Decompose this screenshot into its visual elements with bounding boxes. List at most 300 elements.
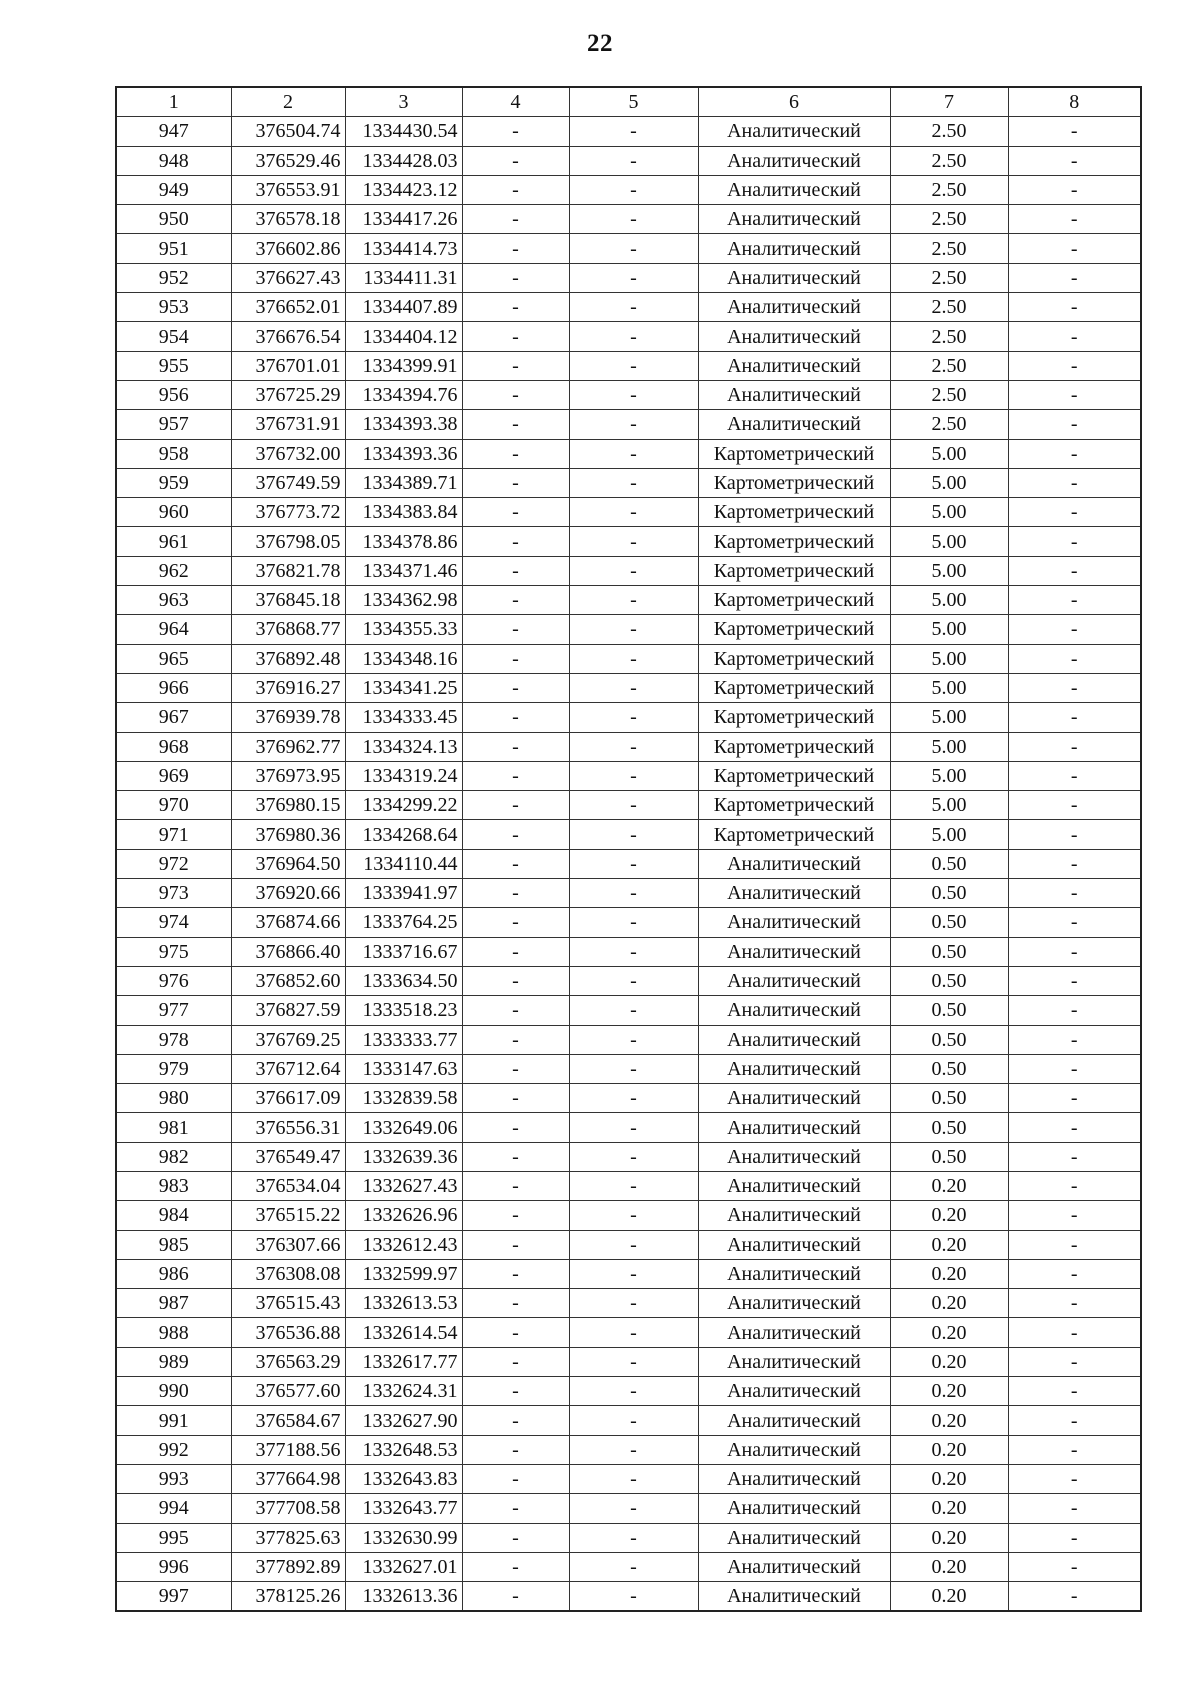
table-cell: 1334399.91 xyxy=(345,351,462,380)
table-cell: 5.00 xyxy=(890,468,1008,497)
table-cell: 1334333.45 xyxy=(345,703,462,732)
table-cell: - xyxy=(1008,1582,1141,1612)
table-cell: Аналитический xyxy=(698,1464,890,1493)
column-header: 3 xyxy=(345,87,462,117)
table-cell: - xyxy=(1008,205,1141,234)
table-cell: - xyxy=(1008,1025,1141,1054)
table-cell: 0.20 xyxy=(890,1259,1008,1288)
column-header: 4 xyxy=(462,87,569,117)
table-cell: 0.20 xyxy=(890,1464,1008,1493)
column-header: 7 xyxy=(890,87,1008,117)
table-cell: Аналитический xyxy=(698,996,890,1025)
table-cell: 0.50 xyxy=(890,1142,1008,1171)
table-cell: - xyxy=(1008,234,1141,263)
table-cell: Аналитический xyxy=(698,1289,890,1318)
table-cell: Картометрический xyxy=(698,586,890,615)
table-cell: - xyxy=(462,1084,569,1113)
table-cell: - xyxy=(569,234,698,263)
table-cell: 376676.54 xyxy=(231,322,345,351)
table-cell: - xyxy=(1008,293,1141,322)
table-cell: - xyxy=(569,1464,698,1493)
table-cell: - xyxy=(569,1230,698,1259)
table-cell: 0.20 xyxy=(890,1582,1008,1612)
table-cell: 1334371.46 xyxy=(345,556,462,585)
table-cell: 1334394.76 xyxy=(345,380,462,409)
table-cell: 1334414.73 xyxy=(345,234,462,263)
table-row xyxy=(116,439,1141,468)
table-cell: 995 xyxy=(116,1523,231,1552)
table-cell: 376773.72 xyxy=(231,498,345,527)
table-cell: Аналитический xyxy=(698,410,890,439)
table-cell: - xyxy=(569,732,698,761)
table-cell: 377664.98 xyxy=(231,1464,345,1493)
table-cell: 961 xyxy=(116,527,231,556)
table-cell: - xyxy=(462,996,569,1025)
table-cell: - xyxy=(462,322,569,351)
table-row xyxy=(116,556,1141,585)
table-cell: Аналитический xyxy=(698,1230,890,1259)
table-cell: 5.00 xyxy=(890,761,1008,790)
table-cell: 991 xyxy=(116,1406,231,1435)
table-cell: Аналитический xyxy=(698,1523,890,1552)
table-cell: 376529.46 xyxy=(231,146,345,175)
table-cell: 377892.89 xyxy=(231,1552,345,1581)
table-cell: 377708.58 xyxy=(231,1494,345,1523)
table-cell: 1332649.06 xyxy=(345,1113,462,1142)
table-cell: - xyxy=(462,117,569,146)
table-cell: - xyxy=(1008,1201,1141,1230)
table-cell: 2.50 xyxy=(890,117,1008,146)
table-cell: 960 xyxy=(116,498,231,527)
table-cell: 0.50 xyxy=(890,1113,1008,1142)
table-cell: 948 xyxy=(116,146,231,175)
table-cell: 376973.95 xyxy=(231,761,345,790)
table-cell: 0.20 xyxy=(890,1552,1008,1581)
table-row xyxy=(116,1201,1141,1230)
table-cell: Картометрический xyxy=(698,527,890,556)
table-cell: 1333716.67 xyxy=(345,937,462,966)
table-row xyxy=(116,1377,1141,1406)
table-cell: - xyxy=(462,1230,569,1259)
table-row xyxy=(116,498,1141,527)
table-cell: Картометрический xyxy=(698,556,890,585)
table-row xyxy=(116,468,1141,497)
table-cell: Аналитический xyxy=(698,293,890,322)
table-cell: Аналитический xyxy=(698,1318,890,1347)
table-row xyxy=(116,1318,1141,1347)
table-cell: 1334378.86 xyxy=(345,527,462,556)
table-cell: - xyxy=(1008,908,1141,937)
table-cell: 1332614.54 xyxy=(345,1318,462,1347)
table-cell: - xyxy=(569,996,698,1025)
table-cell: 5.00 xyxy=(890,703,1008,732)
table-cell: - xyxy=(462,820,569,849)
table-cell: - xyxy=(569,586,698,615)
table-cell: 1334428.03 xyxy=(345,146,462,175)
table-cell: 376504.74 xyxy=(231,117,345,146)
table-cell: - xyxy=(462,1523,569,1552)
page-number: 22 xyxy=(587,30,613,57)
table-cell: - xyxy=(462,468,569,497)
table-cell: 377825.63 xyxy=(231,1523,345,1552)
table-cell: 376578.18 xyxy=(231,205,345,234)
table-cell: - xyxy=(569,1582,698,1612)
table-cell: 5.00 xyxy=(890,791,1008,820)
table-cell: 955 xyxy=(116,351,231,380)
table-row xyxy=(116,996,1141,1025)
table-cell: 2.50 xyxy=(890,293,1008,322)
table-cell: 1334417.26 xyxy=(345,205,462,234)
table-cell: 0.50 xyxy=(890,966,1008,995)
table-cell: - xyxy=(462,175,569,204)
table-cell: - xyxy=(1008,117,1141,146)
table-cell: - xyxy=(462,1494,569,1523)
table-cell: - xyxy=(462,205,569,234)
table-cell: - xyxy=(462,1582,569,1612)
table-cell: - xyxy=(1008,263,1141,292)
table-cell: 979 xyxy=(116,1054,231,1083)
table-cell: - xyxy=(569,175,698,204)
table-cell: 980 xyxy=(116,1084,231,1113)
table-cell: - xyxy=(1008,966,1141,995)
table-row xyxy=(116,1582,1141,1612)
table-cell: 2.50 xyxy=(890,205,1008,234)
table-cell: Аналитический xyxy=(698,1142,890,1171)
table-cell: 376964.50 xyxy=(231,849,345,878)
table-cell: 993 xyxy=(116,1464,231,1493)
table-cell: - xyxy=(569,117,698,146)
table-cell: 376617.09 xyxy=(231,1084,345,1113)
table-cell: 1332648.53 xyxy=(345,1435,462,1464)
table-cell: - xyxy=(569,1113,698,1142)
table-cell: - xyxy=(569,1259,698,1288)
table-cell: - xyxy=(569,1025,698,1054)
table-cell: - xyxy=(569,1318,698,1347)
table-cell: - xyxy=(462,1171,569,1200)
table-cell: 1332639.36 xyxy=(345,1142,462,1171)
table-cell: 992 xyxy=(116,1435,231,1464)
table-cell: - xyxy=(1008,1230,1141,1259)
table-cell: - xyxy=(1008,615,1141,644)
table-cell: Аналитический xyxy=(698,263,890,292)
table-row xyxy=(116,1552,1141,1581)
table-cell: 0.20 xyxy=(890,1523,1008,1552)
table-cell: 0.50 xyxy=(890,937,1008,966)
table-cell: 1334341.25 xyxy=(345,673,462,702)
table-cell: - xyxy=(462,556,569,585)
table-cell: - xyxy=(1008,556,1141,585)
table-row xyxy=(116,761,1141,790)
table-row xyxy=(116,615,1141,644)
table-cell: - xyxy=(569,908,698,937)
table-cell: 376866.40 xyxy=(231,937,345,966)
table-cell: Аналитический xyxy=(698,1025,890,1054)
table-row xyxy=(116,1025,1141,1054)
table-cell: 1334407.89 xyxy=(345,293,462,322)
table-row xyxy=(116,732,1141,761)
table-cell: 947 xyxy=(116,117,231,146)
table-cell: - xyxy=(462,644,569,673)
table-row xyxy=(116,146,1141,175)
table-cell: 1332627.01 xyxy=(345,1552,462,1581)
table-cell: 376308.08 xyxy=(231,1259,345,1288)
table-cell: Картометрический xyxy=(698,820,890,849)
table-cell: - xyxy=(569,263,698,292)
table-cell: - xyxy=(569,1347,698,1376)
table-cell: 376845.18 xyxy=(231,586,345,615)
table-cell: - xyxy=(1008,791,1141,820)
table-cell: - xyxy=(462,586,569,615)
table-cell: - xyxy=(1008,322,1141,351)
table-cell: 976 xyxy=(116,966,231,995)
table-cell: - xyxy=(569,1171,698,1200)
table-cell: - xyxy=(462,703,569,732)
table-cell: - xyxy=(569,146,698,175)
table-cell: 952 xyxy=(116,263,231,292)
table-cell: 1334268.64 xyxy=(345,820,462,849)
table-cell: 5.00 xyxy=(890,527,1008,556)
table-cell: 0.20 xyxy=(890,1318,1008,1347)
table-cell: 987 xyxy=(116,1289,231,1318)
table-cell: - xyxy=(569,673,698,702)
table-cell: - xyxy=(569,380,698,409)
table-row xyxy=(116,879,1141,908)
table-cell: - xyxy=(462,234,569,263)
table-cell: - xyxy=(569,1494,698,1523)
table-row xyxy=(116,966,1141,995)
table-cell: 962 xyxy=(116,556,231,585)
table-cell: - xyxy=(462,1435,569,1464)
table-cell: - xyxy=(1008,527,1141,556)
table-cell: 5.00 xyxy=(890,615,1008,644)
table-cell: Аналитический xyxy=(698,146,890,175)
table-cell: 1332643.83 xyxy=(345,1464,462,1493)
table-cell: - xyxy=(569,410,698,439)
column-header: 5 xyxy=(569,87,698,117)
table-cell: 376725.29 xyxy=(231,380,345,409)
table-row xyxy=(116,175,1141,204)
table-cell: 5.00 xyxy=(890,820,1008,849)
table-cell: 2.50 xyxy=(890,263,1008,292)
table-cell: 1334362.98 xyxy=(345,586,462,615)
table-cell: - xyxy=(569,205,698,234)
table-cell: 1332613.53 xyxy=(345,1289,462,1318)
table-row xyxy=(116,293,1141,322)
table-cell: 5.00 xyxy=(890,586,1008,615)
table-row xyxy=(116,380,1141,409)
table-row xyxy=(116,1464,1141,1493)
table-cell: 954 xyxy=(116,322,231,351)
table-cell: 0.20 xyxy=(890,1289,1008,1318)
table-cell: 1334110.44 xyxy=(345,849,462,878)
table-row xyxy=(116,908,1141,937)
table-cell: - xyxy=(462,908,569,937)
table-cell: 2.50 xyxy=(890,351,1008,380)
table-cell: - xyxy=(1008,879,1141,908)
table-cell: 376892.48 xyxy=(231,644,345,673)
table-cell: - xyxy=(1008,820,1141,849)
table-cell: 966 xyxy=(116,673,231,702)
table-cell: 5.00 xyxy=(890,732,1008,761)
table-cell: - xyxy=(1008,1464,1141,1493)
table-cell: Аналитический xyxy=(698,849,890,878)
table-cell: 1332627.90 xyxy=(345,1406,462,1435)
table-cell: 376602.86 xyxy=(231,234,345,263)
table-cell: Аналитический xyxy=(698,1259,890,1288)
table-cell: - xyxy=(1008,1142,1141,1171)
table-row xyxy=(116,1406,1141,1435)
table-cell: 376980.15 xyxy=(231,791,345,820)
table-cell: 376563.29 xyxy=(231,1347,345,1376)
table-cell: - xyxy=(569,703,698,732)
table-cell: 957 xyxy=(116,410,231,439)
table-cell: 1332626.96 xyxy=(345,1201,462,1230)
table-cell: - xyxy=(1008,1113,1141,1142)
table-row xyxy=(116,586,1141,615)
table-cell: - xyxy=(569,1054,698,1083)
table-cell: - xyxy=(569,1523,698,1552)
table-row xyxy=(116,937,1141,966)
table-row xyxy=(116,791,1141,820)
table-cell: 376536.88 xyxy=(231,1318,345,1347)
table-cell: - xyxy=(1008,996,1141,1025)
table-cell: 970 xyxy=(116,791,231,820)
table-cell: - xyxy=(462,1347,569,1376)
table-row xyxy=(116,849,1141,878)
table-cell: 1334430.54 xyxy=(345,117,462,146)
table-cell: 984 xyxy=(116,1201,231,1230)
table-row xyxy=(116,1494,1141,1523)
table-cell: 977 xyxy=(116,996,231,1025)
table-cell: - xyxy=(569,937,698,966)
table-cell: 376307.66 xyxy=(231,1230,345,1259)
table-cell: - xyxy=(1008,1171,1141,1200)
table-cell: - xyxy=(1008,1084,1141,1113)
table-cell: Картометрический xyxy=(698,761,890,790)
table-cell: 1334423.12 xyxy=(345,175,462,204)
table-cell: 1332839.58 xyxy=(345,1084,462,1113)
table-cell: - xyxy=(462,849,569,878)
table-cell: 1334389.71 xyxy=(345,468,462,497)
table-cell: 975 xyxy=(116,937,231,966)
table-cell: 997 xyxy=(116,1582,231,1612)
table-cell: - xyxy=(1008,498,1141,527)
table-cell: 0.20 xyxy=(890,1230,1008,1259)
table-cell: 1334324.13 xyxy=(345,732,462,761)
column-header: 1 xyxy=(116,87,231,117)
table-cell: - xyxy=(1008,1259,1141,1288)
table-cell: Аналитический xyxy=(698,380,890,409)
table-cell: 376798.05 xyxy=(231,527,345,556)
table-cell: 376577.60 xyxy=(231,1377,345,1406)
table-cell: - xyxy=(1008,703,1141,732)
table-cell: 5.00 xyxy=(890,673,1008,702)
table-cell: - xyxy=(569,615,698,644)
table-row xyxy=(116,234,1141,263)
table-cell: 0.50 xyxy=(890,879,1008,908)
table-cell: 1334355.33 xyxy=(345,615,462,644)
table-cell: Аналитический xyxy=(698,175,890,204)
table-cell: - xyxy=(569,761,698,790)
table-row xyxy=(116,1171,1141,1200)
table-cell: - xyxy=(569,1289,698,1318)
table-cell: - xyxy=(1008,1289,1141,1318)
table-cell: 5.00 xyxy=(890,498,1008,527)
table-cell: - xyxy=(1008,1054,1141,1083)
table-cell: - xyxy=(569,791,698,820)
table-cell: 2.50 xyxy=(890,410,1008,439)
table-cell: - xyxy=(1008,761,1141,790)
table-cell: 376556.31 xyxy=(231,1113,345,1142)
table-cell: - xyxy=(569,1406,698,1435)
table-cell: 968 xyxy=(116,732,231,761)
table-cell: 967 xyxy=(116,703,231,732)
table-cell: - xyxy=(462,1552,569,1581)
table-cell: - xyxy=(462,791,569,820)
table-cell: - xyxy=(569,1201,698,1230)
table-cell: - xyxy=(1008,468,1141,497)
table-cell: - xyxy=(569,322,698,351)
table-cell: - xyxy=(462,966,569,995)
table-cell: Картометрический xyxy=(698,439,890,468)
table-cell: - xyxy=(462,498,569,527)
table-cell: Аналитический xyxy=(698,1494,890,1523)
table-row xyxy=(116,1523,1141,1552)
table-cell: 959 xyxy=(116,468,231,497)
table-cell: - xyxy=(462,1054,569,1083)
column-header: 6 xyxy=(698,87,890,117)
table-cell: - xyxy=(1008,644,1141,673)
table-cell: 989 xyxy=(116,1347,231,1376)
table-cell: - xyxy=(462,673,569,702)
column-header: 8 xyxy=(1008,87,1141,117)
table-row xyxy=(116,117,1141,146)
table-cell: 996 xyxy=(116,1552,231,1581)
table-cell: 376868.77 xyxy=(231,615,345,644)
table-row xyxy=(116,1435,1141,1464)
table-cell: 978 xyxy=(116,1025,231,1054)
table-cell: 972 xyxy=(116,849,231,878)
table-cell: 969 xyxy=(116,761,231,790)
table-cell: Аналитический xyxy=(698,1406,890,1435)
table-cell: - xyxy=(462,1025,569,1054)
table-cell: - xyxy=(462,439,569,468)
table-cell: - xyxy=(569,1142,698,1171)
table-cell: - xyxy=(1008,586,1141,615)
table-cell: - xyxy=(1008,380,1141,409)
table-cell: 1334383.84 xyxy=(345,498,462,527)
table-row xyxy=(116,703,1141,732)
table-cell: - xyxy=(1008,410,1141,439)
table-cell: Аналитический xyxy=(698,205,890,234)
table-cell: 376712.64 xyxy=(231,1054,345,1083)
table-cell: 376852.60 xyxy=(231,966,345,995)
table-cell: Картометрический xyxy=(698,468,890,497)
table-cell: 951 xyxy=(116,234,231,263)
table-cell: - xyxy=(569,1435,698,1464)
table-cell: - xyxy=(462,1142,569,1171)
table-header-row xyxy=(116,87,1141,117)
table-cell: Картометрический xyxy=(698,703,890,732)
table-cell: 376939.78 xyxy=(231,703,345,732)
table-cell: - xyxy=(569,527,698,556)
table-cell: - xyxy=(569,293,698,322)
table-cell: 990 xyxy=(116,1377,231,1406)
table-cell: - xyxy=(462,1406,569,1435)
table-row xyxy=(116,673,1141,702)
table-cell: Аналитический xyxy=(698,1084,890,1113)
table-cell: 0.20 xyxy=(890,1406,1008,1435)
